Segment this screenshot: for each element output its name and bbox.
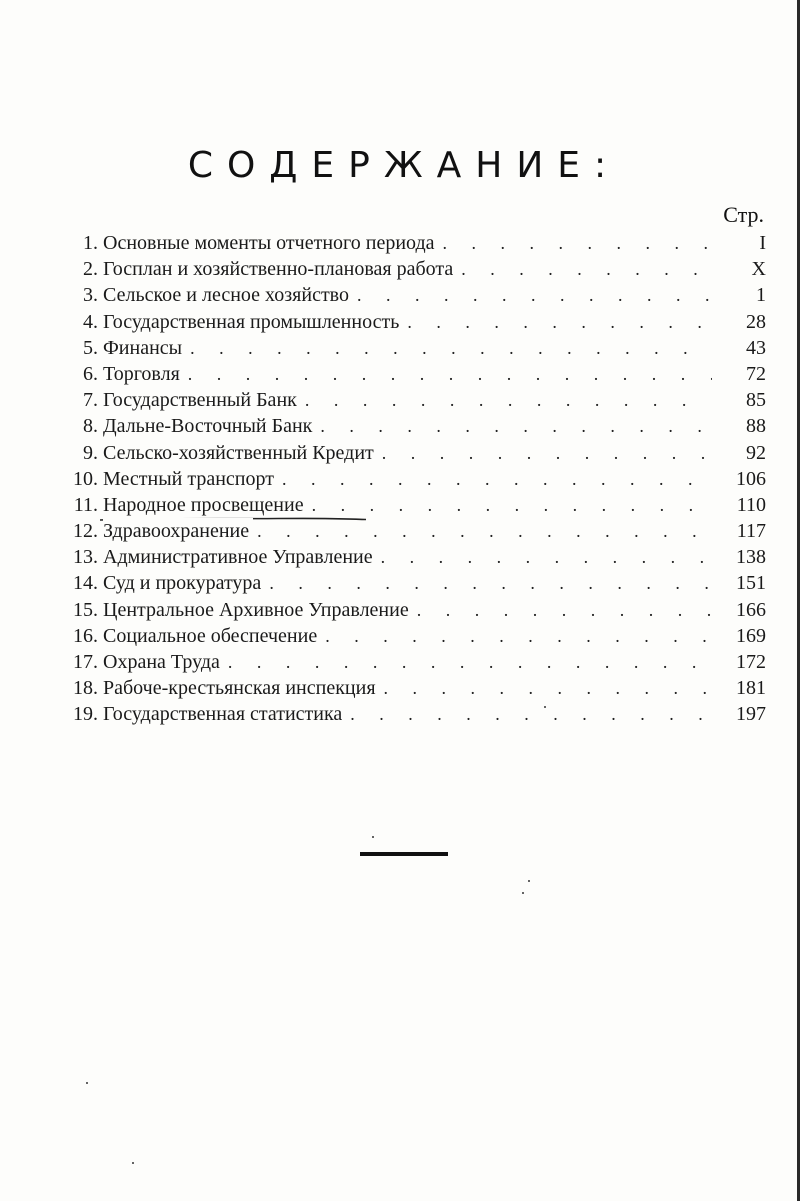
toc-entry	[54, 492, 766, 518]
entry-title: Финансы	[103, 335, 186, 361]
print-speck	[132, 1162, 134, 1164]
toc-entry	[54, 256, 766, 282]
entry-number: 12.	[73, 520, 98, 543]
entry-page: 172	[736, 651, 766, 673]
entry-number: 5.	[83, 336, 98, 359]
entry-title: Здравоохранение	[103, 518, 253, 544]
entry-title: Суд и прокуратура	[103, 570, 265, 596]
entry-title: Сельское и лесное хозяйство	[103, 282, 353, 308]
entry-page: I	[759, 232, 766, 254]
entry-page: 166	[736, 598, 766, 621]
dot-leader	[384, 675, 712, 701]
entry-page: 1	[756, 284, 766, 307]
print-speck	[522, 892, 524, 894]
dot-leader	[382, 440, 712, 466]
entry-page: 85	[746, 389, 766, 412]
entry-page: 92	[746, 441, 766, 464]
toc-entry	[54, 570, 766, 596]
entry-title: Сельско-хозяйственный Кредит	[103, 440, 378, 466]
entry-title: Рабоче-крестьянская инспекция	[103, 675, 380, 701]
entry-number: 4.	[83, 310, 98, 333]
toc-entry	[54, 335, 766, 361]
entry-number: 13.	[73, 546, 98, 569]
entry-page: 28	[746, 310, 766, 333]
toc-entry	[54, 413, 766, 439]
toc-entry	[54, 466, 766, 492]
toc-entry	[54, 649, 766, 675]
dot-leader	[325, 623, 712, 649]
dot-leader	[228, 649, 712, 675]
dot-leader	[282, 466, 712, 492]
toc-entry	[54, 230, 766, 256]
entry-title: Охрана Труда	[103, 649, 224, 675]
toc-entry	[54, 282, 766, 308]
entry-number: 3.	[83, 284, 98, 307]
entry-title: Центральное Архивное Управление	[103, 597, 413, 623]
dot-leader	[305, 387, 712, 413]
entry-number: 11.	[73, 493, 98, 516]
entry-page: 110	[736, 493, 766, 516]
print-speck	[528, 880, 530, 882]
entry-title: Государственная промышленность	[103, 309, 403, 335]
dot-leader	[257, 518, 712, 544]
entry-number: 6.	[83, 362, 98, 385]
dot-leader	[188, 361, 712, 387]
closing-rule	[360, 852, 448, 856]
entry-title: Местный транспорт	[103, 466, 278, 492]
print-speck	[372, 836, 374, 838]
toc-entry	[54, 623, 766, 649]
entry-page: 88	[746, 415, 766, 438]
dot-leader	[381, 544, 712, 570]
entry-number: 1.	[83, 232, 98, 254]
entry-page: X	[751, 258, 766, 281]
toc-entry	[54, 518, 766, 544]
dot-leader	[461, 256, 712, 282]
entry-number: 2.	[83, 258, 98, 281]
entry-title: Госплан и хозяйственно-плановая работа	[103, 256, 457, 282]
toc-entry	[54, 701, 766, 727]
entry-number: 18.	[73, 677, 98, 700]
page-title: СОДЕРЖАНИЕ:	[187, 145, 621, 186]
dot-leader	[320, 413, 712, 439]
entry-number: 10.	[73, 467, 98, 490]
entry-page: 117	[736, 520, 766, 543]
toc-entry	[54, 675, 766, 701]
entry-title: Дальне-Восточный Банк	[103, 413, 316, 439]
dot-leader	[443, 230, 713, 256]
entry-number: 14.	[73, 572, 98, 595]
dot-leader	[269, 570, 712, 596]
entry-title: Основные моменты отчетного периода	[103, 230, 439, 256]
entry-number: 19.	[73, 703, 98, 726]
entry-number: 16.	[73, 624, 98, 647]
entry-page: 181	[736, 677, 766, 700]
toc-entry	[54, 597, 766, 623]
entry-number: 17.	[73, 651, 98, 673]
entry-title: Социальное обеспечение	[103, 623, 321, 649]
entry-title: Административное Управление	[103, 544, 377, 570]
print-speck	[86, 1082, 88, 1084]
entry-number: 7.	[83, 389, 98, 412]
table-of-contents	[54, 230, 766, 728]
entry-number: 8.	[83, 415, 98, 438]
toc-entry	[54, 544, 766, 570]
entry-page: 169	[736, 624, 766, 647]
entry-title: Государственный Банк	[103, 387, 301, 413]
dot-leader	[417, 597, 712, 623]
entry-page: 138	[736, 546, 766, 569]
entry-number: 9.	[83, 441, 98, 464]
entry-page: 151	[736, 572, 766, 595]
entry-title: Народное просвещение	[103, 492, 308, 518]
dot-leader	[190, 335, 712, 361]
entry-number: 15.	[73, 598, 98, 621]
dot-leader	[312, 492, 712, 518]
toc-entry	[54, 309, 766, 335]
entry-page: 43	[746, 336, 766, 359]
dot-leader	[357, 282, 712, 308]
entry-page: 72	[746, 362, 766, 385]
entry-page: 197	[736, 703, 766, 726]
entry-title: Торговля	[103, 361, 184, 387]
print-speck	[544, 706, 546, 708]
toc-entry	[54, 361, 766, 387]
page-column-header: Стр.	[723, 202, 764, 227]
dot-leader	[407, 309, 712, 335]
entry-page: 106	[736, 467, 766, 490]
toc-entry	[54, 440, 766, 466]
toc-entry	[54, 387, 766, 413]
dot-leader	[350, 701, 712, 727]
entry-title: Государственная статистика	[103, 701, 346, 727]
